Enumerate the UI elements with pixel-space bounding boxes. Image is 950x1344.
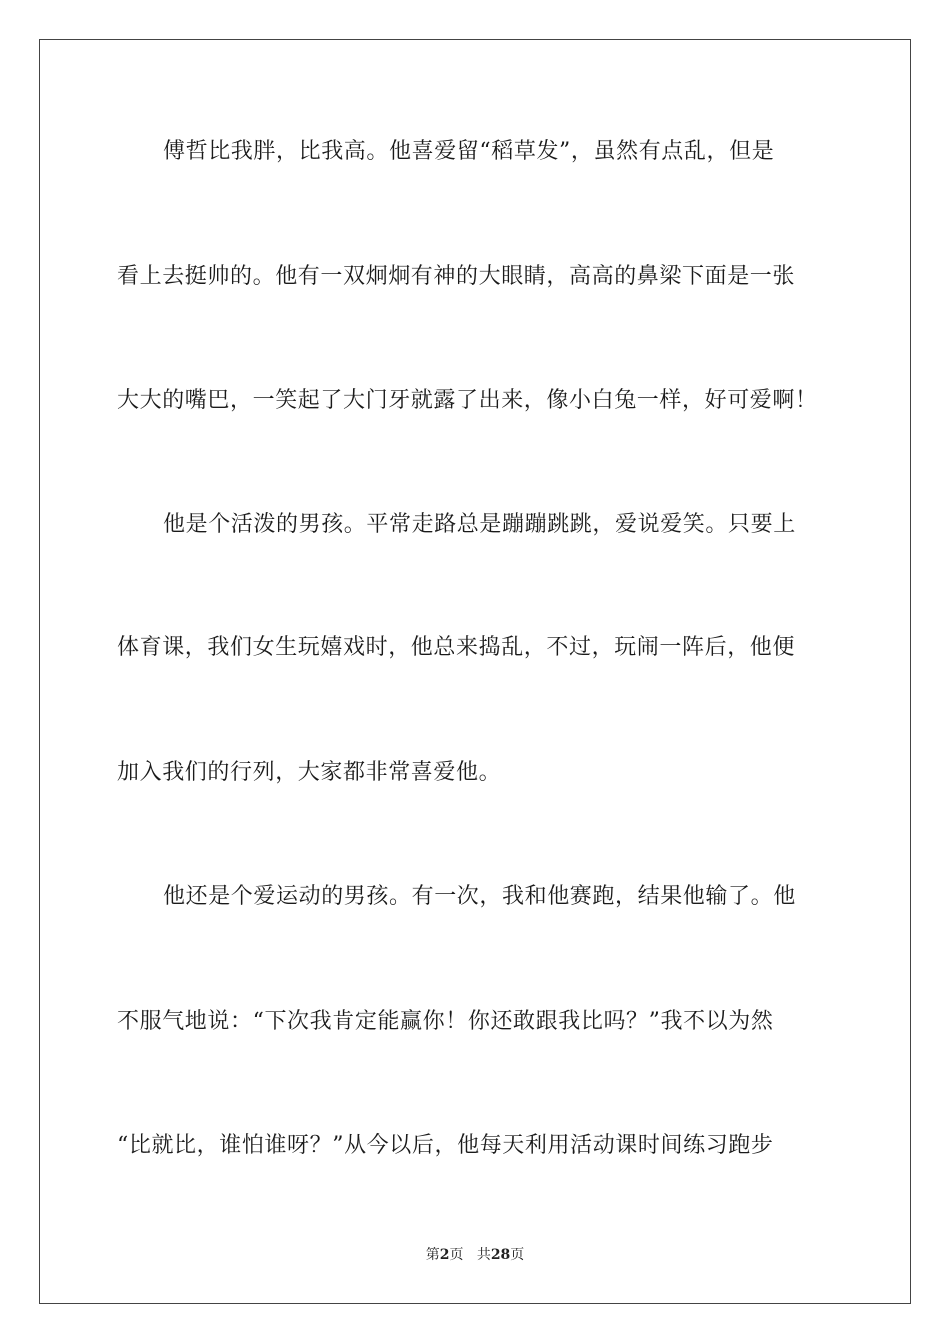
paragraph-line: 他还是个爱运动的男孩。有一次，我和他赛跑，结果他输了。他	[163, 884, 796, 909]
paragraph-line: 大大的嘴巴，一笑起了大门牙就露了出来，像小白兔一样，好可爱啊！	[117, 388, 818, 413]
paragraph-line: 体育课，我们女生玩嬉戏时，他总来捣乱，不过，玩闹一阵后，他便	[117, 635, 796, 660]
page-footer	[0, 1244, 950, 1264]
page-border	[39, 39, 911, 1304]
total-prefix: 共	[476, 1247, 491, 1263]
total-pages: 28	[490, 1247, 511, 1263]
total-suffix: 页	[510, 1247, 525, 1263]
paragraph-line: 看上去挺帅的。他有一双炯炯有神的大眼睛，高高的鼻梁下面是一张	[117, 264, 796, 289]
paragraph-line: “比就比，谁怕谁呀？”从今以后，他每天利用活动课时间练习跑步	[117, 1133, 774, 1158]
paragraph-line: 不服气地说：“下次我肯定能赢你！你还敢跟我比吗？”我不以为然	[117, 1009, 774, 1034]
paragraph-line: 加入我们的行列，大家都非常喜爱他。	[117, 760, 502, 785]
page-suffix: 页	[449, 1247, 464, 1263]
page-prefix: 第	[425, 1247, 440, 1263]
page-number: 2	[439, 1247, 450, 1263]
paragraph-line: 傅哲比我胖，比我高。他喜爱留“稻草发”，虽然有点乱，但是	[163, 139, 775, 164]
paragraph-line: 他是个活泼的男孩。平常走路总是蹦蹦跳跳，爱说爱笑。只要上	[163, 512, 796, 537]
